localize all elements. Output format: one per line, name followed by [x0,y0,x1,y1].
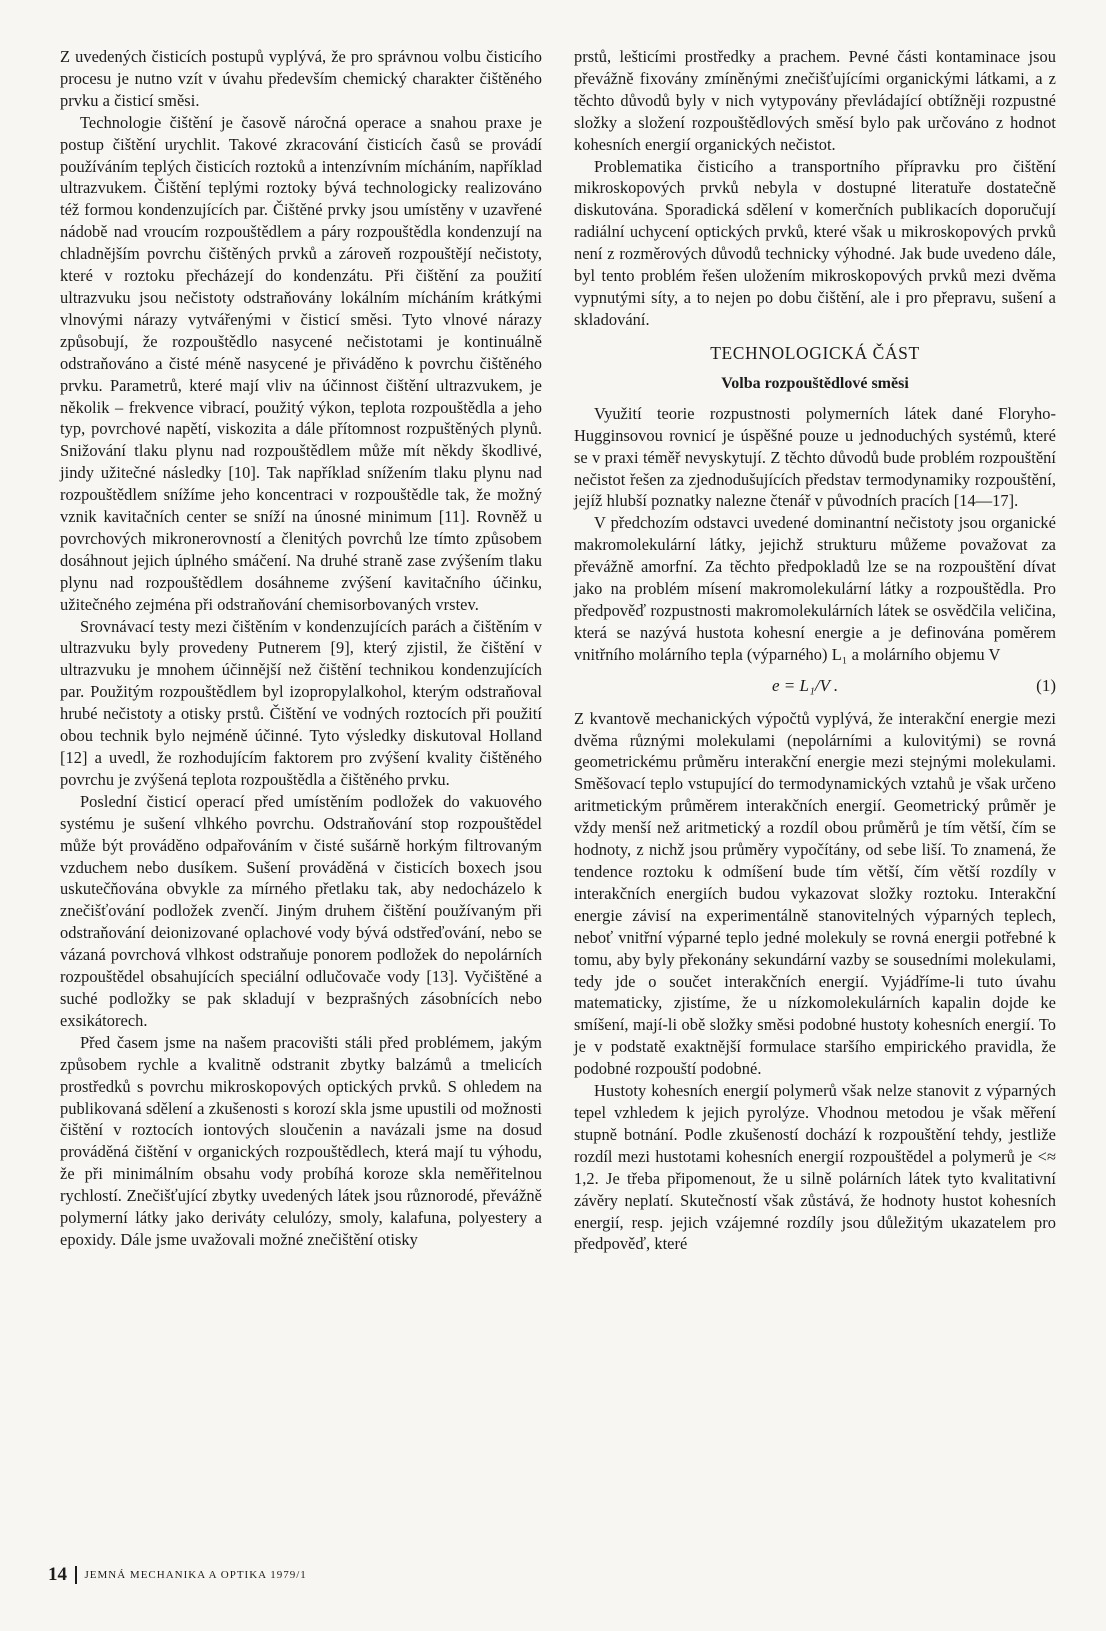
paragraph: Využití teorie rozpustnosti polymerních látek dané Floryho-Hugginsovou rovnicí je úspěšné pouze u jednoduchých systémů, které se v praxi téměř nevyskytují. Z těchto důvodů bude problém rozpouštění nečistot řešen za zjednodušujících představ termodynamiky rozpouštění, jejíž hlubší poznatky nalezne čtenář v původních pracích [14—17]. [574,403,1056,511]
equation-number: (1) [1036,675,1056,695]
section-heading: TECHNOLOGICKÁ ČÁST [710,342,920,363]
paragraph: Poslední čisticí operací před umístěním podložek do vakuového systému je sušení vlhkého povrchu. Odstraňování stop rozpouštědel může být prováděno odpařováním v čisté sušárně horkým filtrovaným vzduchem nebo dusíkem. Sušení prováděná v čisticích boxech jsou uskutečňována obvykle za mírného přetlaku tak, aby nedocházelo k znečišťování podložek zvenčí. Jiným druhem čištění používaným při odstraňování deionizované oplachové vody bývá odstřeďování, nebo se vázaná povrchová vlhkost odstraňuje ponorem podložek do nepolárních rozpouštědel obsahujících speciální odlučovače vody [13]. Vyčištěné a suché podložky se pak skladují v bezprašných zásobnících nebo exsikátorech. [60,791,542,1030]
footer-divider [75,1566,77,1584]
page-number: 14 [48,1564,67,1585]
subsection-heading: Volba rozpouštědlové směsi [721,374,909,392]
paragraph: V předchozím odstavci uvedené dominantní nečistoty jsou organické makromolekulární látky, jejichž strukturu můžeme považovat za převážně amorfní. Za těchto předpokladů lze se na rozpouštění dívat jako na problém mísení makromolekulární látky a rozpouštědla. Pro předpověď rozpustnosti makromolekulárních látek se osvědčila veličina, která se nazývá hustota kohesní energie a je definována poměrem vnitřního molárního tepla (výparného) L₁ a molárního objemu V [574,513,1056,664]
paragraph: Technologie čištění je časově náročná operace a snahou praxe je postup čištění urychlit. Takové zkracování čisticích časů se provádí používáním teplých čisticích roztoků a intenzívním mícháním, například ultrazvukem. Čištění teplými roztoky bývá technologicky realizováno též formou kondenzujících par. Čištěné prvky jsou umístěny v uzavřené nádobě nad vroucím rozpouštědlem a páry rozpouštědla kondenzují na chladnějším povrchu čištěných prvků a zároveň rozpouštějí nečistoty, které v roztoku přecházejí do kondenzátu. Při čištění za použití ultrazvuku jsou nečistoty odstraňovány lokálním mícháním krátkými vlnovými nárazy vytvářenými v čisticí směsi. Tyto vlnové nárazy způsobují, že rozpouštědlo nasycené nečistotami je kontinuálně odstraňováno a čisté méně nasycené je přiváděno k povrchu čištěného prvku. Parametrů, které mají vliv na účinnost čištění ultrazvukem, je několik – frekvence vibrací, použitý výkon, teplota rozpouštědla a jeho typ, povrchové napětí, viskozita a dále přítomnost rozpuštěných plynů. Snižování tlaku plynu nad rozpouštědlem může mít někdy škodlivé, jindy užitečné následky [10]. Tak například snížením tlaku plynu nad rozpouštědlem snížíme jeho koncentraci v rozpouštědle tak, že možný vznik kavitačních center se sníží na únosné minimum [11]. Rovněž u povrchových mikronerovností a členitých povrchů lze tímto způsobem dosáhnout jejich úplného smáčení. Na druhé straně zase zvýšením tlaku plynu nad rozpouštědlem dosáhneme zvýšení kavitačního účinku, užitečného zejména při odstraňování chemisorbovaných vrstev. [60,112,542,614]
paragraph: Z uvedených čisticích postupů vyplývá, že pro správnou volbu čisticího procesu je nutno vzít v úvahu především chemický charakter čištěného prvku a čisticí směsi. [60,47,542,110]
paragraph: Srovnávací testy mezi čištěním v kondenzujících parách a čištěním v ultrazvuku byly provedeny Putnerem [9], který zjistil, že čištění v ultrazvuku je mnohem účinnější než čištění technikou kondenzujících par. Použitým rozpouštědlem byl izopropylalkohol, kterým odstraňoval hrubé nečistoty a otisky prstů. Čištění ve vodných roztocích při použití obou technik bylo nejméně účinné. Tyto výsledky diskutoval Holland [12] a uvedl, že rozhodujícím faktorem pro zvýšení kvality čištěného povrchu je zvýšená teplota rozpouštědla a čištěného prvku. [60,616,542,789]
paragraph: Problematika čisticího a transportního přípravku pro čištění mikroskopových prvků nebyla v dostupné literatuře dostatečně diskutována. Sporadická sdělení v komerčních publikacích doporučují radiální uchycení optických prvků, které však u mikroskopových prvků není z rozměrových důvodů technicky výhodné. Jak bude uvedeno dále, byl tento problém řešen uložením mikroskopových prvků mezi dvěma vypnutými síty, a to nejen po dobu čištění, ale i pro přepravu, sušení a skladování. [574,156,1056,329]
paragraph: Před časem jsme na našem pracovišti stáli před problémem, jakým způsobem rychle a kvalitně odstranit zbytky balzámů a tmelicích prostředků s povrchu mikroskopových optických prvků. S ohledem na publikovaná sdělení a zkušenosti s korozí skla jsme upustili od možnosti čištění v roztocích iontových sloučenin a navázali jsme na dosud prováděná čištění v organických rozpouštědlech, která mají tu výhodu, že při minimálním obsahu vody probíhá koroze skla neměřitelnou rychlostí. Znečišťující zbytky uvedených látek jsou různorodé, převážně polymerní látky jako deriváty celulózy, smoly, kalafuna, polyestery a epoxidy. Dále jsme uvažovali možné znečištění otisky [60,1032,542,1249]
paragraph: Z kvantově mechanických výpočtů vyplývá, že interakční energie mezi dvěma různými molekulami (nepolárními a kulovitými) se rovná geometrickému průměru interakční energie mezi stejnými molekulami. Směšovací teplo vstupující do termodynamických vztahů je však určeno aritmetickým průměrem interakčních energií. Geometrický průměr je vždy menší než aritmetický a rozdíl obou průměrů je tím větší, čím se hodnoty, z nichž jsou průměry vypočítány, od sebe liší. To znamená, že tendence roztoku k odmíšení bude tím větší, čím větší rozdíly v interakčních energiích budou vykazovat složky roztoku. Interakční energie závisí na experimentálně stanovitelných výparných teplech, neboť vnitřní výparné teplo jedné molekuly se rovná energii potřebné k tomu, aby byly překonány sekundární vazby se sousedními molekulami, tedy jde o součet interakčních energií. Vyjádříme-li tuto úvahu matematicky, zjistíme, že u nízkomolekulárních kapalin dojde ke smíšení, mají-li obě složky směsi podobné hustoty kohesních energií. To je v podstatě exaktnější formulace staršího empirického pravidla, že podobné rozpouští podobné. [574,708,1056,1079]
equation-formula: e = L₁/V . [772,675,839,695]
equation [574,670,1056,702]
page-footer [48,1564,307,1586]
right-column [574,46,1056,1255]
journal-title: JEMNÁ MECHANIKA A OPTIKA 1979/1 [84,1569,307,1581]
paragraph: prstů, lešticími prostředky a prachem. Pevné části kontaminace jsou převážně fixovány zmíněnými znečišťujícími organickými látkami, a z těchto důvodů byly v nich vytypovány převládající obtížněji rozpustné složky a složení rozpouštědlových směsí bylo pak určováno z hodnot kohesních energií organických nečistot. [574,47,1056,154]
paragraph: Hustoty kohesních energií polymerů však nelze stanovit z výparných tepel vzhledem k jejich pyrolýze. Vhodnou metodou je však měření stupně botnání. Podle zkušeností dochází k rozpouštění tehdy, jestliže rozdíl mezi hustotami kohesních energií rozpouštědel a polymerů je <≈ 1,2. Je třeba připomenout, že u silně polárních látek tyto kvalitativní závěry neplatí. Skutečností však zůstává, že hodnoty hustot kohesních energií, resp. jejich vzájemné rozdíly jsou důležitým ukazatelem pro předpověď, které [574,1081,1056,1254]
left-column [60,46,542,1251]
